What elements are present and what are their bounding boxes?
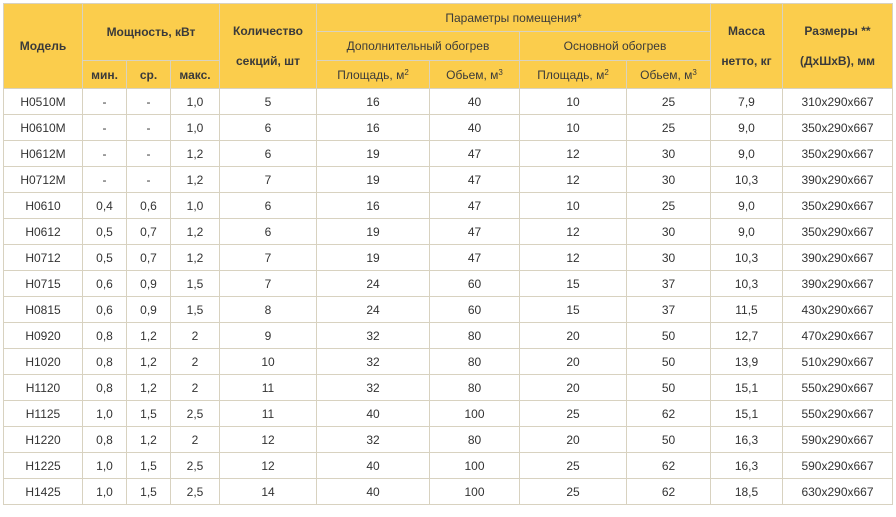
cell-power-min: 0,8 (83, 323, 127, 349)
header-mass (711, 4, 783, 89)
cell-extra-volume: 47 (430, 219, 520, 245)
table-row (4, 401, 893, 427)
cell-model: H0712M (4, 167, 83, 193)
cell-extra-area: 19 (317, 167, 430, 193)
cell-power-min: 0,8 (83, 427, 127, 453)
table-row (4, 141, 893, 167)
cell-power-min: 1,0 (83, 453, 127, 479)
cell-mass: 15,1 (711, 375, 783, 401)
header-main-heating: Основной обогрев (520, 32, 711, 61)
cell-model: H1225 (4, 453, 83, 479)
cell-main-volume: 50 (627, 427, 711, 453)
cell-sections: 7 (220, 167, 317, 193)
cell-extra-area: 19 (317, 219, 430, 245)
cell-main-area: 15 (520, 297, 627, 323)
cell-mass: 9,0 (711, 115, 783, 141)
header-extra-heating: Дополнительный обогрев (317, 32, 520, 61)
cell-extra-volume: 80 (430, 349, 520, 375)
cell-sections: 6 (220, 141, 317, 167)
cell-mass: 10,3 (711, 167, 783, 193)
cell-power-min: - (83, 167, 127, 193)
cell-power-min: 0,5 (83, 219, 127, 245)
cell-extra-area: 40 (317, 453, 430, 479)
cell-main-area: 20 (520, 323, 627, 349)
cell-power-max: 1,0 (171, 89, 220, 115)
cell-sections: 8 (220, 297, 317, 323)
cell-main-volume: 30 (627, 141, 711, 167)
cell-power-min: 0,8 (83, 349, 127, 375)
cell-size: 510x290x667 (783, 349, 893, 375)
cell-main-volume: 50 (627, 323, 711, 349)
cell-sections: 5 (220, 89, 317, 115)
cell-power-max: 2 (171, 349, 220, 375)
cell-main-volume: 37 (627, 297, 711, 323)
cell-mass: 18,5 (711, 479, 783, 505)
cell-extra-volume: 60 (430, 271, 520, 297)
cell-sections: 7 (220, 271, 317, 297)
cell-extra-area: 16 (317, 115, 430, 141)
area-label: Площадь, м (337, 67, 405, 82)
cell-extra-volume: 80 (430, 375, 520, 401)
cell-power-max: 1,5 (171, 297, 220, 323)
cell-power-avg: - (127, 141, 171, 167)
cell-extra-volume: 80 (430, 427, 520, 453)
cell-main-volume: 30 (627, 245, 711, 271)
header-main-volume (627, 61, 711, 89)
heater-spec-table (3, 3, 893, 505)
cell-power-min: 0,6 (83, 297, 127, 323)
cell-main-volume: 62 (627, 453, 711, 479)
cell-power-avg: 0,6 (127, 193, 171, 219)
table-header (4, 4, 893, 89)
cell-sections: 11 (220, 401, 317, 427)
cell-main-volume: 30 (627, 219, 711, 245)
header-main-area (520, 61, 627, 89)
cell-model: H0712 (4, 245, 83, 271)
cell-model: H0610 (4, 193, 83, 219)
cell-size: 350x290x667 (783, 115, 893, 141)
header-extra-area (317, 61, 430, 89)
header-extra-volume (430, 61, 520, 89)
header-sections-line2: секций, шт (235, 53, 301, 68)
cell-extra-volume: 100 (430, 479, 520, 505)
header-mass-line1: Масса (728, 23, 765, 38)
cell-model: H0920 (4, 323, 83, 349)
cell-power-avg: 1,2 (127, 427, 171, 453)
header-size-line2: (ДxШxВ), мм (799, 53, 876, 68)
header-power-min: мин. (83, 61, 127, 89)
cell-model: H0510M (4, 89, 83, 115)
cell-power-min: 1,0 (83, 401, 127, 427)
cell-power-avg: 1,5 (127, 453, 171, 479)
cell-size: 590x290x667 (783, 427, 893, 453)
cell-main-area: 12 (520, 167, 627, 193)
cell-power-avg: 0,7 (127, 245, 171, 271)
cell-main-volume: 25 (627, 193, 711, 219)
table-row (4, 323, 893, 349)
table-row (4, 219, 893, 245)
cell-mass: 9,0 (711, 193, 783, 219)
cell-main-volume: 50 (627, 349, 711, 375)
table-row (4, 297, 893, 323)
cell-size: 350x290x667 (783, 141, 893, 167)
table-row (4, 479, 893, 505)
cell-size: 310x290x667 (783, 89, 893, 115)
cell-model: H1220 (4, 427, 83, 453)
cell-mass: 13,9 (711, 349, 783, 375)
cell-main-area: 12 (520, 245, 627, 271)
cell-power-min: - (83, 115, 127, 141)
cell-model: H0612 (4, 219, 83, 245)
table-row (4, 193, 893, 219)
cell-power-min: 0,8 (83, 375, 127, 401)
cell-model: H1120 (4, 375, 83, 401)
cell-power-min: 0,4 (83, 193, 127, 219)
cell-power-min: 0,6 (83, 271, 127, 297)
cell-power-max: 1,2 (171, 245, 220, 271)
cell-extra-volume: 100 (430, 401, 520, 427)
cell-power-avg: 1,2 (127, 323, 171, 349)
cell-power-max: 1,2 (171, 141, 220, 167)
table-row (4, 115, 893, 141)
cell-power-avg: 0,9 (127, 297, 171, 323)
cell-mass: 9,0 (711, 219, 783, 245)
area-sup: 2 (404, 67, 409, 77)
cell-power-max: 1,2 (171, 219, 220, 245)
cell-extra-volume: 40 (430, 115, 520, 141)
header-size-line1: Размеры ** (804, 23, 871, 38)
cell-extra-area: 16 (317, 89, 430, 115)
cell-extra-area: 19 (317, 245, 430, 271)
cell-extra-area: 24 (317, 271, 430, 297)
cell-power-avg: 1,5 (127, 401, 171, 427)
cell-extra-volume: 47 (430, 141, 520, 167)
cell-mass: 10,3 (711, 245, 783, 271)
cell-sections: 6 (220, 115, 317, 141)
cell-extra-volume: 100 (430, 453, 520, 479)
cell-power-max: 2,5 (171, 453, 220, 479)
cell-sections: 7 (220, 245, 317, 271)
cell-main-area: 20 (520, 375, 627, 401)
cell-power-min: - (83, 89, 127, 115)
cell-power-max: 1,0 (171, 193, 220, 219)
cell-mass: 16,3 (711, 453, 783, 479)
cell-extra-area: 32 (317, 349, 430, 375)
cell-model: H0815 (4, 297, 83, 323)
cell-power-max: 2 (171, 375, 220, 401)
cell-power-min: 0,5 (83, 245, 127, 271)
cell-size: 390x290x667 (783, 167, 893, 193)
cell-main-area: 15 (520, 271, 627, 297)
table-row (4, 89, 893, 115)
cell-power-avg: 0,7 (127, 219, 171, 245)
cell-main-area: 12 (520, 219, 627, 245)
cell-size: 390x290x667 (783, 271, 893, 297)
cell-size: 350x290x667 (783, 193, 893, 219)
cell-extra-area: 32 (317, 375, 430, 401)
header-power: Мощность, кВт (83, 4, 220, 61)
header-sections-line1: Количество (233, 23, 303, 38)
header-size (783, 4, 893, 89)
cell-size: 390x290x667 (783, 245, 893, 271)
cell-extra-volume: 47 (430, 167, 520, 193)
volume-label: Обьем, м (446, 67, 499, 82)
cell-main-area: 10 (520, 89, 627, 115)
table-body (4, 89, 893, 505)
cell-mass: 10,3 (711, 271, 783, 297)
cell-power-max: 2 (171, 427, 220, 453)
cell-model: H0610M (4, 115, 83, 141)
cell-sections: 11 (220, 375, 317, 401)
cell-extra-volume: 80 (430, 323, 520, 349)
cell-size: 630x290x667 (783, 479, 893, 505)
table-row (4, 427, 893, 453)
cell-power-min: - (83, 141, 127, 167)
cell-main-volume: 62 (627, 479, 711, 505)
cell-power-max: 2,5 (171, 479, 220, 505)
header-room-params: Параметры помещения* (317, 4, 711, 32)
cell-main-area: 20 (520, 349, 627, 375)
cell-extra-area: 32 (317, 427, 430, 453)
volume-label: Обьем, м (640, 67, 693, 82)
cell-sections: 9 (220, 323, 317, 349)
cell-power-avg: 0,9 (127, 271, 171, 297)
cell-extra-area: 24 (317, 297, 430, 323)
cell-power-max: 2,5 (171, 401, 220, 427)
table-row (4, 375, 893, 401)
cell-mass: 12,7 (711, 323, 783, 349)
cell-sections: 14 (220, 479, 317, 505)
cell-power-max: 1,2 (171, 167, 220, 193)
cell-extra-area: 40 (317, 401, 430, 427)
cell-model: H0612M (4, 141, 83, 167)
table-row (4, 167, 893, 193)
table-row (4, 349, 893, 375)
table-row (4, 453, 893, 479)
cell-size: 430x290x667 (783, 297, 893, 323)
cell-sections: 6 (220, 219, 317, 245)
cell-size: 550x290x667 (783, 375, 893, 401)
cell-power-avg: 1,2 (127, 375, 171, 401)
header-sections (220, 4, 317, 89)
cell-power-avg: 1,5 (127, 479, 171, 505)
cell-extra-area: 16 (317, 193, 430, 219)
area-label: Площадь, м (537, 67, 605, 82)
cell-model: H1020 (4, 349, 83, 375)
cell-main-area: 10 (520, 193, 627, 219)
cell-main-area: 25 (520, 401, 627, 427)
volume-sup: 3 (498, 67, 503, 77)
cell-size: 590x290x667 (783, 453, 893, 479)
cell-main-volume: 50 (627, 375, 711, 401)
cell-main-area: 25 (520, 479, 627, 505)
cell-power-max: 1,0 (171, 115, 220, 141)
cell-extra-area: 19 (317, 141, 430, 167)
header-power-avg: ср. (127, 61, 171, 89)
cell-power-avg: - (127, 115, 171, 141)
cell-extra-volume: 47 (430, 193, 520, 219)
cell-extra-volume: 40 (430, 89, 520, 115)
cell-main-volume: 25 (627, 89, 711, 115)
cell-model: H1425 (4, 479, 83, 505)
cell-main-area: 20 (520, 427, 627, 453)
cell-power-max: 2 (171, 323, 220, 349)
cell-power-min: 1,0 (83, 479, 127, 505)
cell-power-avg: - (127, 167, 171, 193)
cell-mass: 11,5 (711, 297, 783, 323)
cell-mass: 15,1 (711, 401, 783, 427)
cell-power-avg: - (127, 89, 171, 115)
cell-main-area: 25 (520, 453, 627, 479)
header-model: Модель (4, 4, 83, 89)
cell-main-area: 12 (520, 141, 627, 167)
header-mass-line2: нетто, кг (721, 53, 772, 68)
cell-mass: 9,0 (711, 141, 783, 167)
table-row (4, 271, 893, 297)
header-power-max: макс. (171, 61, 220, 89)
area-sup: 2 (604, 67, 609, 77)
table-row (4, 245, 893, 271)
cell-power-avg: 1,2 (127, 349, 171, 375)
cell-mass: 7,9 (711, 89, 783, 115)
cell-size: 350x290x667 (783, 219, 893, 245)
cell-model: H0715 (4, 271, 83, 297)
cell-sections: 10 (220, 349, 317, 375)
cell-size: 470x290x667 (783, 323, 893, 349)
cell-main-volume: 62 (627, 401, 711, 427)
cell-extra-area: 40 (317, 479, 430, 505)
cell-sections: 6 (220, 193, 317, 219)
cell-extra-area: 32 (317, 323, 430, 349)
cell-main-volume: 25 (627, 115, 711, 141)
cell-main-volume: 30 (627, 167, 711, 193)
cell-model: H1125 (4, 401, 83, 427)
volume-sup: 3 (692, 67, 697, 77)
cell-main-volume: 37 (627, 271, 711, 297)
cell-extra-volume: 60 (430, 297, 520, 323)
cell-sections: 12 (220, 453, 317, 479)
cell-sections: 12 (220, 427, 317, 453)
cell-power-max: 1,5 (171, 271, 220, 297)
cell-size: 550x290x667 (783, 401, 893, 427)
header-row-1 (4, 4, 893, 32)
cell-main-area: 10 (520, 115, 627, 141)
cell-mass: 16,3 (711, 427, 783, 453)
cell-extra-volume: 47 (430, 245, 520, 271)
